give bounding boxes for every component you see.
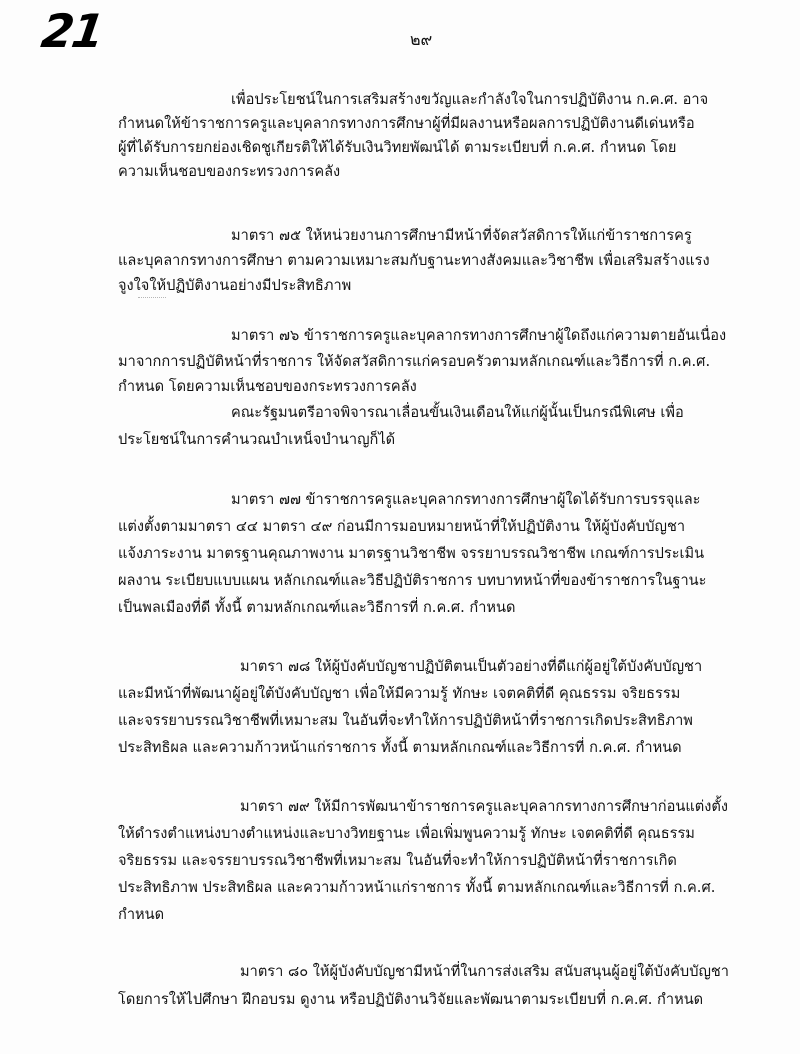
- section-78-line-2: และมีหน้าที่พัฒนาผู้อยู่ใต้บังคับบัญชา เพื่อให้มีความรู้ ทักษะ เจตคติที่ดี คุณธรรม จริยธรรม: [118, 685, 681, 702]
- section-79-line-5: กำหนด: [118, 906, 165, 923]
- section-78-line-4: ประสิทธิผล และความก้าวหน้าแก่ราชการ ทั้งนี้ ตามหลักเกณฑ์และวิธีการที่ ก.ค.ศ. กำหนด: [118, 739, 682, 756]
- section-76-line-1: มาตรา ๗๖ ข้าราชการครูและบุคลากรทางการศึกษาผู้ใดถึงแก่ความตายอันเนื่อง: [231, 327, 727, 344]
- section-80-line-2: โดยการให้ไปศึกษา ฝึกอบรม ดูงาน หรือปฏิบัติงานวิจัยและพัฒนาตามระเบียบที่ ก.ค.ศ. กำหนด: [118, 991, 704, 1008]
- paragraph-1-line-2: กำหนดให้ข้าราชการครูและบุคลากรทางการศึกษาผู้ที่มีผลงานหรือผลการปฏิบัติงานดีเด่นหรือ: [118, 115, 695, 132]
- section-79-line-2: ให้ดำรงตำแหน่งบางตำแหน่งและบางวิทยฐานะ เพื่อเพิ่มพูนความรู้ ทักษะ เจตคติที่ดี คุณธรรม: [118, 825, 695, 842]
- section-76-line-3: กำหนด โดยความเห็นชอบของกระทรวงการคลัง: [118, 378, 417, 395]
- section-75-line-3: จูงใจให้ปฏิบัติงานอย่างมีประสิทธิภาพ: [118, 277, 352, 294]
- page-number: ๒๙: [410, 30, 433, 49]
- section-79-line-4: ประสิทธิภาพ ประสิทธิผล และความก้าวหน้าแก่ราชการ ทั้งนี้ ตามหลักเกณฑ์และวิธีการที่ ก.ค.ศ.: [118, 879, 716, 896]
- section-77-line-1: มาตรา ๗๗ ข้าราชการครูและบุคลากรทางการศึกษาผู้ใดได้รับการบรรจุและ: [231, 491, 701, 508]
- section-76-line-4: คณะรัฐมนตรีอาจพิจารณาเลื่อนขั้นเงินเดือนให้แก่ผู้นั้นเป็นกรณีพิเศษ เพื่อ: [231, 404, 684, 421]
- section-77-line-5: เป็นพลเมืองที่ดี ทั้งนี้ ตามหลักเกณฑ์และวิธีการที่ ก.ค.ศ. กำหนด: [118, 599, 516, 616]
- paragraph-1-line-1: เพื่อประโยชน์ในการเสริมสร้างขวัญและกำลังใจในการปฏิบัติงาน ก.ค.ศ. อาจ: [231, 91, 709, 108]
- section-75-line-2: และบุคลากรทางการศึกษา ตามความเหมาะสมกับฐานะทางสังคมและวิชาชีพ เพื่อเสริมสร้างแรง: [118, 252, 710, 269]
- section-79-line-1: มาตรา ๗๙ ให้มีการพัฒนาข้าราชการครูและบุคลากรทางการศึกษาก่อนแต่งตั้ง: [240, 798, 728, 815]
- section-76-line-5: ประโยชน์ในการคำนวณบำเหน็จบำนาญก็ได้: [118, 431, 396, 448]
- section-77-line-3: แจ้งภาระงาน มาตรฐานคุณภาพงาน มาตรฐานวิชาชีพ จรรยาบรรณวิชาชีพ เกณฑ์การประเมิน: [118, 545, 705, 562]
- handwritten-page-mark: 21: [38, 4, 106, 58]
- paragraph-1-line-3: ผู้ที่ได้รับการยกย่องเชิดชูเกียรติให้ได้รับเงินวิทยพัฒน์ได้ ตามระเบียบที่ ก.ค.ศ. กำหนด โดย: [118, 139, 677, 156]
- section-78-line-1: มาตรา ๗๘ ให้ผู้บังคับบัญชาปฏิบัติตนเป็นตัวอย่างที่ดีแก่ผู้อยู่ใต้บังคับบัญชา: [240, 658, 703, 675]
- section-79-line-3: จริยธรรม และจรรยาบรรณวิชาชีพที่เหมาะสม ในอันที่จะทำให้การปฏิบัติหน้าที่ราชการเกิด: [118, 852, 677, 869]
- section-80-line-1: มาตรา ๘๐ ให้ผู้บังคับบัญชามีหน้าที่ในการส่งเสริม สนับสนุนผู้อยู่ใต้บังคับบัญชา: [240, 963, 729, 980]
- section-77-line-2: แต่งตั้งตามมาตรา ๔๔ มาตรา ๔๙ ก่อนมีการมอบหมายหน้าที่ให้ปฏิบัติงาน ให้ผู้บังคับบัญชา: [118, 518, 686, 535]
- scan-speck: [138, 297, 166, 301]
- section-78-line-3: และจรรยาบรรณวิชาชีพที่เหมาะสม ในอันที่จะทำให้การปฏิบัติหน้าที่ราชการเกิดประสิทธิภาพ: [118, 712, 693, 729]
- section-77-line-4: ผลงาน ระเบียบแบบแผน หลักเกณฑ์และวิธีปฏิบัติราชการ บทบาทหน้าที่ของข้าราชการในฐานะ: [118, 572, 707, 589]
- paragraph-1-line-4: ความเห็นชอบของกระทรวงการคลัง: [118, 163, 341, 180]
- section-76-line-2: มาจากการปฏิบัติหน้าที่ราชการ ให้จัดสวัสดิการแก่ครอบครัวตามหลักเกณฑ์และวิธีการที่ ก.ค.ศ.: [118, 353, 711, 370]
- section-75-line-1: มาตรา ๗๕ ให้หน่วยงานการศึกษามีหน้าที่จัดสวัสดิการให้แก่ข้าราชการครู: [231, 227, 692, 244]
